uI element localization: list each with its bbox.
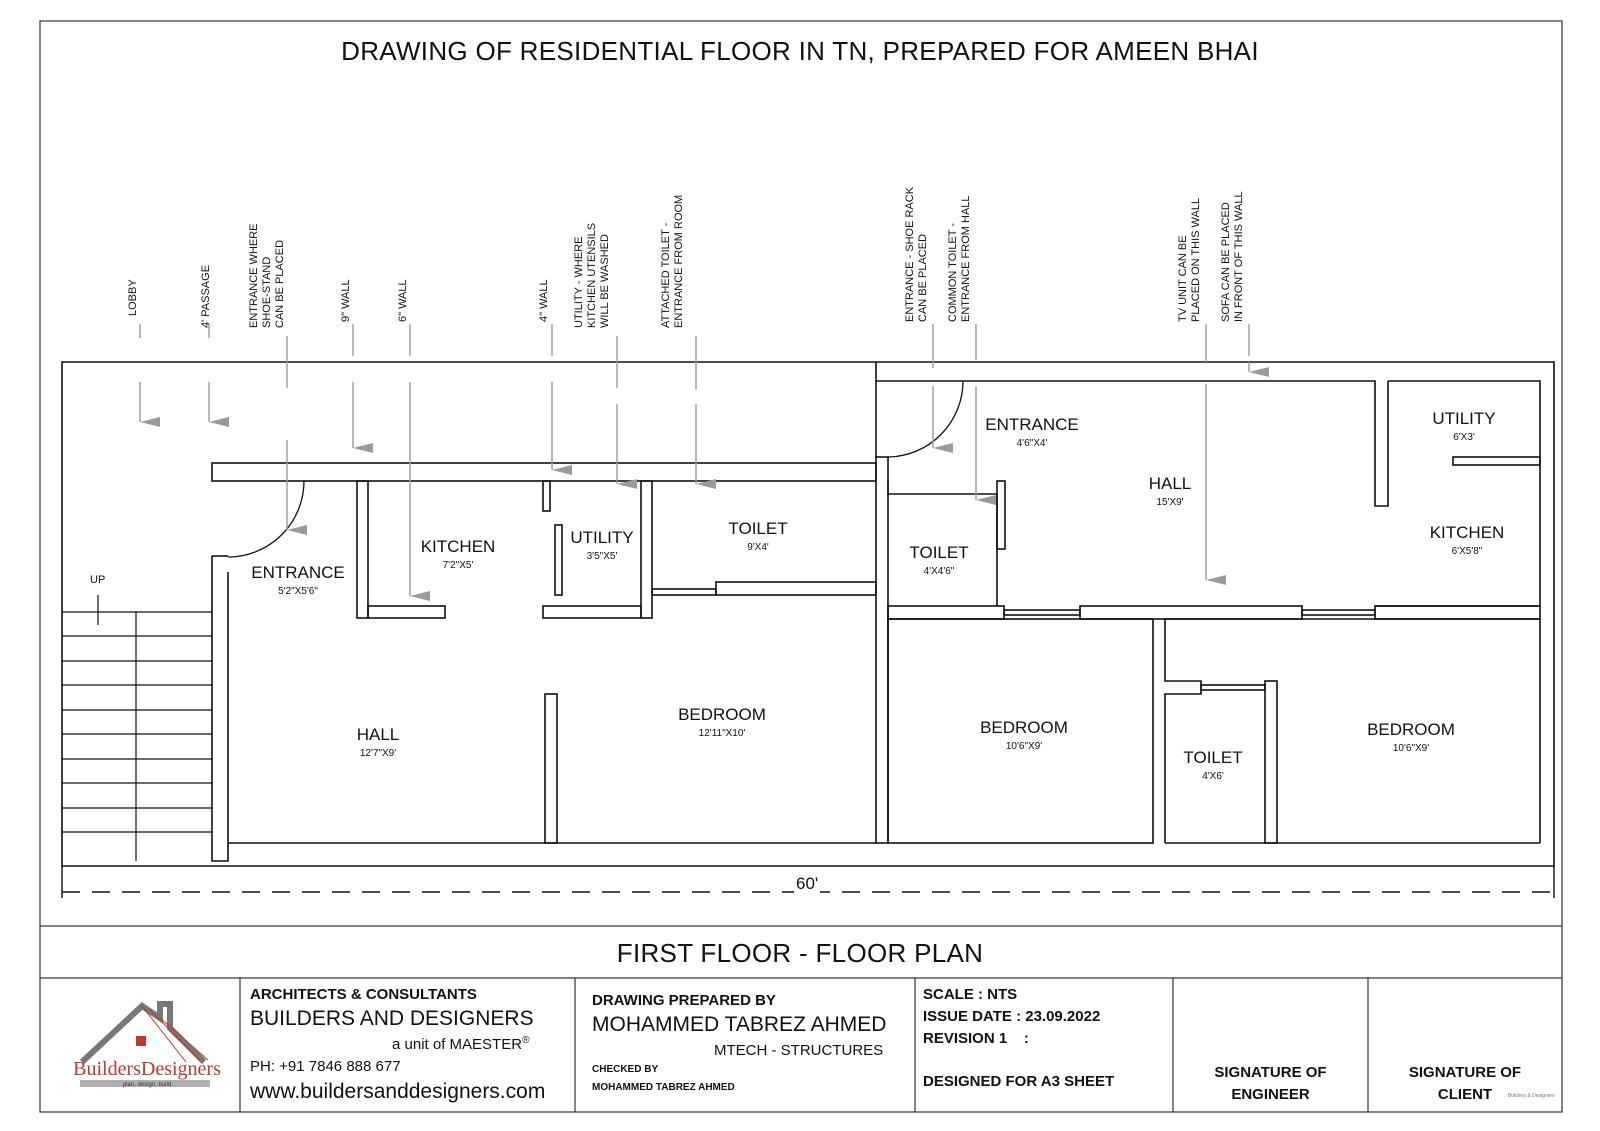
annotation-utility-note-line3: WILL BE WASHED (599, 234, 611, 328)
annotation-sofa-line2: IN FRONT OF THIS WALL (1233, 191, 1245, 322)
room-name-kitchen-l: KITCHEN (420, 537, 496, 556)
staircase (62, 595, 212, 861)
room-size-toilet-r1: 4'X4'6" (923, 566, 955, 577)
room-name-toilet-r1: TOILET (909, 543, 969, 562)
room-size-kitchen-l: 7'2"X5' (442, 560, 474, 571)
scale-text: SCALE : NTS (923, 986, 1018, 1003)
annotation-entrance-shoe-line3: CAN BE PLACED (274, 239, 286, 328)
room-size-bedroom-r2: 10'6"X9' (1392, 743, 1430, 754)
room-name-hall-l: HALL (356, 725, 400, 744)
annotation-utility-note-line2: KITCHEN UTENSILS (586, 222, 598, 328)
annotation-wall9-line1: 9" WALL (340, 279, 352, 322)
room-size-kitchen-r: 6'X5'8" (1451, 546, 1483, 557)
room-name-bedroom-r1: BEDROOM (980, 718, 1068, 737)
room-size-toilet-l: 9'X4' (747, 542, 769, 553)
room-size-hall-r: 15'X9' (1156, 497, 1184, 508)
room-size-utility-r: 6'X3' (1453, 432, 1475, 443)
annotation-tv-unit-line2: PLACED ON THIS WALL (1190, 197, 1202, 322)
room-size-toilet-r2: 4'X6' (1202, 771, 1224, 782)
annotation-lobby-line1: LOBBY (127, 279, 139, 316)
annotation-entrance-rack-line1: ENTRANCE - SHOE RACK (904, 186, 916, 322)
revision-text: REVISION 1 : (923, 1030, 1029, 1047)
outer-walls (62, 362, 1554, 866)
room-name-utility-r: UTILITY (1432, 409, 1496, 428)
designed-for-text: DESIGNED FOR A3 SHEET (923, 1073, 1115, 1090)
stair-up-label: UP (90, 574, 106, 586)
internal-walls (212, 362, 1540, 861)
annotation-wall6-line1: 6" WALL (397, 279, 409, 322)
annotation-sofa-line1: SOFA CAN BE PLACED (1220, 202, 1232, 322)
firm-heading: ARCHITECTS & CONSULTANTS (250, 986, 477, 1003)
room-name-toilet-l: TOILET (728, 519, 788, 538)
room-labels (251, 409, 1504, 782)
annotation-tv-unit-line1: TV UNIT CAN BE (1177, 235, 1189, 322)
room-name-hall-r: HALL (1148, 474, 1192, 493)
annotation-attached-toilet-line1: ATTACHED TOILET - (660, 222, 672, 328)
room-name-entrance-l: ENTRANCE (251, 563, 345, 582)
annotation-common-toilet-line2: ENTRANCE FROM HALL (960, 195, 972, 322)
prepared-qualification: MTECH - STRUCTURES (714, 1042, 884, 1059)
room-size-entrance-r: 4'6"X4' (1016, 438, 1048, 449)
annotation-entrance-shoe-line1: ENTRANCE WHERE (248, 223, 260, 328)
annotation-passage-line1: 4' PASSAGE (200, 264, 212, 328)
watermark: Builders & Designers (1508, 1093, 1555, 1099)
room-name-toilet-r2: TOILET (1183, 748, 1243, 767)
client-signature-line1: SIGNATURE OF (1408, 1064, 1522, 1081)
engineer-signature-line2: ENGINEER (1231, 1086, 1310, 1103)
annotation-arrows (140, 324, 1249, 596)
plan-title: FIRST FLOOR - FLOOR PLAN (616, 938, 984, 968)
annotation-entrance-rack-line2: CAN BE PLACED (917, 233, 929, 322)
client-signature-line2: CLIENT (1437, 1086, 1493, 1103)
room-name-entrance-r: ENTRANCE (985, 415, 1079, 434)
engineer-signature-line1: SIGNATURE OF (1214, 1064, 1327, 1081)
dimension-label: 60' (796, 874, 819, 893)
prepared-heading: DRAWING PREPARED BY (592, 992, 776, 1009)
annotation-entrance-shoe-line2: SHOE-STAND (261, 256, 273, 328)
room-size-hall-l: 12'7"X9' (359, 748, 397, 759)
room-size-utility-l: 3'5"X5' (586, 551, 618, 562)
annotation-utility-note-line1: UTILITY - WHERE (573, 236, 585, 328)
logo-tagline: plan, design, build (122, 1082, 172, 1088)
annotation-common-toilet-line1: COMMON TOILET - (947, 222, 959, 322)
annotation-texts (127, 186, 1245, 328)
logo-text: BuildersDesigners (73, 1058, 221, 1080)
annotation-attached-toilet-line2: ENTRANCE FROM ROOM (673, 194, 685, 328)
prepared-name: MOHAMMED TABREZ AHMED (592, 1013, 887, 1036)
issue-date-text: ISSUE DATE : 23.09.2022 (923, 1008, 1101, 1025)
checked-heading: CHECKED BY (592, 1064, 659, 1075)
room-size-bedroom-l: 12'11"X10' (698, 728, 746, 739)
firm-website[interactable]: www.buildersanddesigners.com (250, 1080, 546, 1103)
firm-unit: a unit of MAESTER® (392, 1035, 530, 1053)
firm-name: BUILDERS AND DESIGNERS (250, 1007, 534, 1030)
drawing-title: DRAWING OF RESIDENTIAL FLOOR IN TN, PREPARED FOR AMEEN BHAI (341, 36, 1259, 66)
room-name-bedroom-r2: BEDROOM (1367, 720, 1455, 739)
room-name-kitchen-r: KITCHEN (1429, 523, 1505, 542)
checked-name: MOHAMMED TABREZ AHMED (592, 1082, 735, 1093)
room-name-utility-l: UTILITY (570, 528, 634, 547)
annotation-wall4-line1: 4" WALL (538, 279, 550, 322)
room-name-bedroom-l: BEDROOM (678, 705, 766, 724)
room-size-entrance-l: 5'2"X5'6" (278, 586, 318, 597)
room-size-bedroom-r1: 10'6"X9' (1005, 741, 1043, 752)
firm-phone: PH: +91 7846 888 677 (250, 1058, 401, 1075)
